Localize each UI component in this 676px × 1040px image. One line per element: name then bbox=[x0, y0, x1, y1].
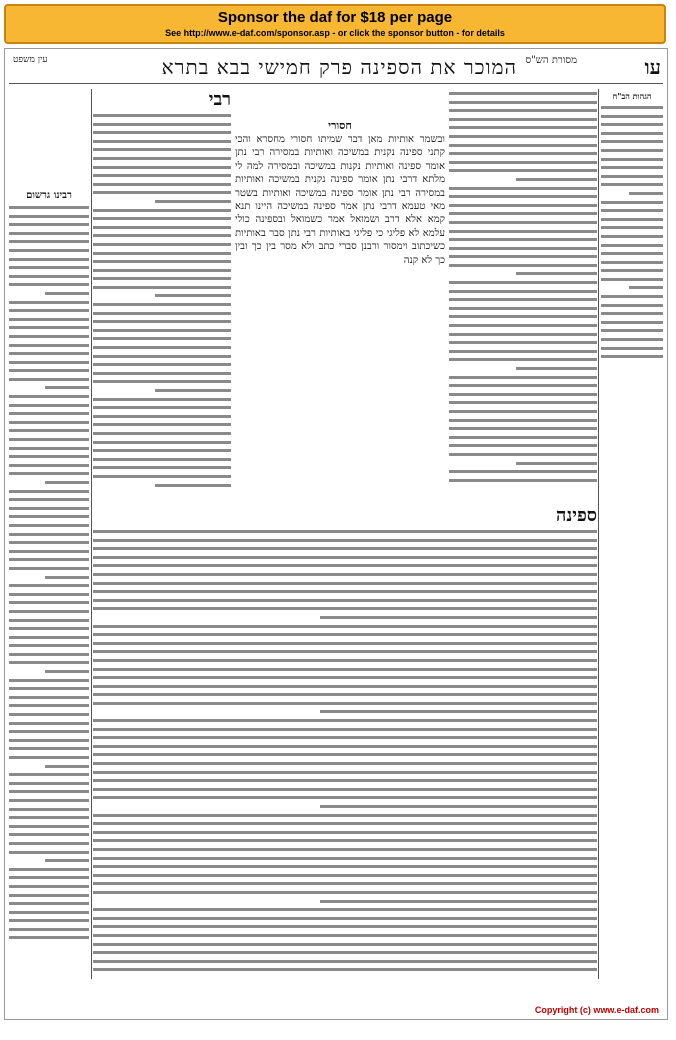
text-line bbox=[93, 785, 597, 794]
text-line bbox=[9, 598, 89, 607]
text-line bbox=[449, 235, 597, 244]
text-line bbox=[9, 383, 89, 392]
text-line bbox=[449, 295, 597, 304]
text-line bbox=[93, 536, 597, 545]
text-line bbox=[601, 163, 663, 172]
text-line bbox=[9, 435, 89, 444]
text-line bbox=[9, 865, 89, 874]
text-line bbox=[93, 768, 597, 777]
text-line bbox=[449, 304, 597, 313]
text-line bbox=[449, 381, 597, 390]
text-line bbox=[9, 298, 89, 307]
text-line bbox=[449, 141, 597, 150]
text-line bbox=[93, 481, 231, 490]
text-line bbox=[93, 725, 597, 734]
text-line bbox=[601, 137, 663, 146]
text-line bbox=[93, 231, 231, 240]
header-rule bbox=[9, 83, 663, 84]
text-line bbox=[9, 710, 89, 719]
text-line bbox=[93, 802, 597, 811]
text-line bbox=[93, 604, 597, 613]
text-line bbox=[9, 315, 89, 324]
text-line bbox=[93, 154, 231, 163]
sponsor-banner[interactable] bbox=[4, 4, 666, 44]
text-line bbox=[93, 639, 597, 648]
text-line bbox=[9, 925, 89, 934]
text-line bbox=[9, 564, 89, 573]
text-line bbox=[93, 446, 231, 455]
text-line bbox=[93, 957, 597, 966]
mesoret-column bbox=[601, 89, 663, 369]
text-line bbox=[601, 155, 663, 164]
text-line bbox=[93, 707, 597, 716]
text-line bbox=[449, 347, 597, 356]
text-line bbox=[93, 412, 231, 421]
text-line bbox=[601, 146, 663, 155]
text-line bbox=[93, 369, 231, 378]
text-line bbox=[9, 332, 89, 341]
text-line bbox=[9, 538, 89, 547]
text-line bbox=[9, 607, 89, 616]
text-line bbox=[93, 291, 231, 300]
text-line bbox=[9, 478, 89, 487]
text-line bbox=[9, 452, 89, 461]
text-line bbox=[93, 309, 231, 318]
column-rule-left bbox=[91, 89, 92, 979]
text-line bbox=[9, 796, 89, 805]
text-line bbox=[93, 343, 231, 352]
text-line bbox=[449, 184, 597, 193]
text-line bbox=[449, 132, 597, 141]
hagahot-heading: הגהות הב"ח bbox=[612, 91, 652, 101]
text-line bbox=[449, 166, 597, 175]
lower-commentary bbox=[93, 505, 597, 975]
text-line bbox=[9, 375, 89, 384]
text-line bbox=[9, 306, 89, 315]
text-line bbox=[601, 189, 663, 198]
text-line bbox=[449, 123, 597, 132]
text-line bbox=[9, 753, 89, 762]
text-line bbox=[449, 476, 597, 485]
sponsor-title[interactable]: Sponsor the daf for $18 per page bbox=[217, 9, 453, 26]
text-line bbox=[93, 630, 597, 639]
text-line bbox=[93, 819, 597, 828]
text-line bbox=[93, 862, 597, 871]
text-line bbox=[93, 360, 231, 369]
text-lines bbox=[9, 203, 89, 942]
text-line bbox=[449, 261, 597, 270]
text-line bbox=[9, 504, 89, 513]
text-line bbox=[601, 180, 663, 189]
text-line bbox=[9, 581, 89, 590]
text-line bbox=[9, 908, 89, 917]
text-line bbox=[601, 241, 663, 250]
text-line bbox=[601, 301, 663, 310]
text-line bbox=[93, 793, 597, 802]
text-line bbox=[93, 596, 597, 605]
text-line bbox=[601, 275, 663, 284]
text-line bbox=[93, 776, 597, 785]
text-line bbox=[9, 512, 89, 521]
text-line bbox=[93, 197, 231, 206]
text-line bbox=[449, 338, 597, 347]
text-line bbox=[93, 836, 597, 845]
text-line bbox=[93, 163, 231, 172]
text-line bbox=[449, 227, 597, 236]
text-line bbox=[601, 335, 663, 344]
text-line bbox=[449, 312, 597, 321]
text-line bbox=[601, 309, 663, 318]
text-line bbox=[93, 206, 231, 215]
text-line bbox=[93, 716, 597, 725]
text-line bbox=[601, 258, 663, 267]
text-line bbox=[9, 341, 89, 350]
page-title: המוכר את הספינה פרק חמישי בבא בתרא bbox=[161, 55, 517, 79]
text-line bbox=[93, 828, 597, 837]
text-line bbox=[93, 811, 597, 820]
text-line bbox=[9, 770, 89, 779]
rebbi-word: רבי bbox=[208, 89, 231, 110]
text-line bbox=[449, 244, 597, 253]
text-line bbox=[93, 922, 597, 931]
text-line bbox=[449, 467, 597, 476]
text-line bbox=[93, 587, 597, 596]
text-line bbox=[9, 822, 89, 831]
text-line bbox=[93, 656, 597, 665]
text-line bbox=[449, 115, 597, 124]
text-line bbox=[9, 409, 89, 418]
text-line bbox=[9, 272, 89, 281]
text-line bbox=[9, 650, 89, 659]
text-line bbox=[601, 215, 663, 224]
text-line bbox=[601, 172, 663, 181]
text-line bbox=[9, 212, 89, 221]
text-line bbox=[93, 171, 231, 180]
sponsor-subtitle[interactable]: See http://www.e-daf.com/sponsor.asp - or click the sponsor button - for details bbox=[165, 28, 505, 38]
text-line bbox=[449, 192, 597, 201]
text-line bbox=[601, 318, 663, 327]
text-lines bbox=[93, 527, 597, 974]
text-line bbox=[93, 326, 231, 335]
gemara-body: ובשמר אותיות מאן דבר שמיתו חסורי מחסרא והכי קתני ספינה נקנית במשיכה ואותיות במסירה רבי נתן אומר ספינה ואותיות נקנות במשיכה ובמסירה למה לי מלתא דרבי נתן אומר ספינה נקנית במשיכה ואותיות במסירה רבי נתן אומר ספינה במשיכה ואותיות בשטר מאי טעמא דרבי נתן אמר ספינה במשיכה היינו תנא קמא אלא דרב ושמואל אמר כשמואל ובספינה כולי עלמא לא פליגי כי פליגי באותיות רבי נתן סבר באותיות כשיכתוב וימסור ורבנן סברי כתב ולא מסר בין כך ובין כך לא קנה bbox=[235, 134, 445, 266]
text-line bbox=[93, 111, 231, 120]
text-line bbox=[93, 352, 231, 361]
text-line bbox=[601, 266, 663, 275]
text-line bbox=[449, 416, 597, 425]
text-line bbox=[449, 175, 597, 184]
text-line bbox=[93, 613, 597, 622]
text-line bbox=[601, 249, 663, 258]
text-line bbox=[601, 326, 663, 335]
text-line bbox=[9, 521, 89, 530]
text-line bbox=[601, 283, 663, 292]
text-line bbox=[9, 633, 89, 642]
text-line bbox=[9, 693, 89, 702]
text-line bbox=[9, 203, 89, 212]
text-line bbox=[9, 237, 89, 246]
text-line bbox=[9, 590, 89, 599]
sefina-word: ספינה bbox=[556, 505, 597, 526]
text-lines bbox=[601, 103, 663, 361]
text-line bbox=[93, 240, 231, 249]
text-line bbox=[9, 263, 89, 272]
text-line bbox=[93, 544, 597, 553]
text-line bbox=[93, 570, 597, 579]
text-line bbox=[93, 463, 231, 472]
text-line bbox=[9, 779, 89, 788]
text-line bbox=[9, 366, 89, 375]
text-line bbox=[601, 112, 663, 121]
text-line bbox=[449, 269, 597, 278]
text-line bbox=[93, 266, 231, 275]
text-line bbox=[449, 459, 597, 468]
rabbeinu-gershom-column bbox=[9, 89, 89, 959]
tosafot-column bbox=[93, 89, 231, 499]
text-line bbox=[449, 158, 597, 167]
text-line bbox=[93, 914, 597, 923]
text-line bbox=[9, 624, 89, 633]
text-line bbox=[9, 762, 89, 771]
text-line bbox=[93, 420, 231, 429]
copyright-footer[interactable]: Copyright (c) www.e-daf.com bbox=[534, 1005, 659, 1015]
text-line bbox=[9, 641, 89, 650]
text-line bbox=[449, 218, 597, 227]
text-line bbox=[93, 438, 231, 447]
text-line bbox=[9, 461, 89, 470]
text-line bbox=[601, 206, 663, 215]
text-line bbox=[449, 321, 597, 330]
rabbeinu-gershom-heading: רבינו גרשום bbox=[26, 190, 72, 201]
text-line bbox=[9, 873, 89, 882]
text-line bbox=[449, 149, 597, 158]
text-line bbox=[93, 395, 231, 404]
text-line bbox=[93, 647, 597, 656]
text-line bbox=[449, 106, 597, 115]
text-line bbox=[449, 330, 597, 339]
column-rule-right bbox=[598, 89, 599, 979]
text-line bbox=[9, 701, 89, 710]
text-line bbox=[93, 527, 597, 536]
text-line bbox=[93, 682, 597, 691]
text-line bbox=[93, 386, 231, 395]
text-line bbox=[9, 916, 89, 925]
text-line bbox=[9, 358, 89, 367]
text-line bbox=[93, 733, 597, 742]
text-line bbox=[93, 429, 231, 438]
text-line bbox=[9, 323, 89, 332]
text-line bbox=[9, 856, 89, 865]
text-line bbox=[9, 280, 89, 289]
text-line bbox=[449, 398, 597, 407]
text-line bbox=[9, 495, 89, 504]
text-line bbox=[449, 278, 597, 287]
text-line bbox=[9, 530, 89, 539]
text-line bbox=[601, 223, 663, 232]
text-line bbox=[93, 665, 597, 674]
text-line bbox=[93, 214, 231, 223]
text-line bbox=[9, 830, 89, 839]
text-line bbox=[601, 103, 663, 112]
folio-number: עו bbox=[644, 55, 661, 79]
text-line bbox=[93, 283, 231, 292]
text-line bbox=[93, 579, 597, 588]
text-line bbox=[93, 622, 597, 631]
gemara-text bbox=[235, 119, 445, 449]
text-line bbox=[449, 450, 597, 459]
text-line bbox=[449, 424, 597, 433]
text-line bbox=[9, 487, 89, 496]
talmud-page bbox=[4, 48, 668, 1020]
text-line bbox=[93, 940, 597, 949]
text-line bbox=[9, 547, 89, 556]
text-line bbox=[93, 931, 597, 940]
text-line bbox=[601, 129, 663, 138]
text-line bbox=[93, 137, 231, 146]
text-line bbox=[9, 839, 89, 848]
text-line bbox=[9, 418, 89, 427]
text-line bbox=[93, 377, 231, 386]
text-line bbox=[601, 344, 663, 353]
text-line bbox=[9, 667, 89, 676]
text-line bbox=[9, 813, 89, 822]
text-line bbox=[9, 891, 89, 900]
text-line bbox=[93, 334, 231, 343]
text-line bbox=[93, 249, 231, 258]
text-line bbox=[449, 89, 597, 98]
text-line bbox=[9, 658, 89, 667]
text-line bbox=[93, 472, 231, 481]
text-line bbox=[449, 364, 597, 373]
text-line bbox=[449, 390, 597, 399]
text-line bbox=[9, 392, 89, 401]
text-line bbox=[93, 871, 597, 880]
text-line bbox=[601, 292, 663, 301]
text-line bbox=[9, 401, 89, 410]
text-line bbox=[9, 882, 89, 891]
text-line bbox=[601, 232, 663, 241]
text-line bbox=[93, 742, 597, 751]
text-line bbox=[9, 727, 89, 736]
text-lines bbox=[449, 89, 597, 484]
text-lines bbox=[93, 111, 231, 489]
text-line bbox=[93, 180, 231, 189]
text-line bbox=[9, 676, 89, 685]
text-line bbox=[601, 198, 663, 207]
text-line bbox=[449, 441, 597, 450]
text-line bbox=[93, 403, 231, 412]
text-line bbox=[9, 573, 89, 582]
text-line bbox=[449, 98, 597, 107]
text-line bbox=[449, 209, 597, 218]
text-line bbox=[9, 469, 89, 478]
text-line bbox=[9, 805, 89, 814]
text-line bbox=[9, 255, 89, 264]
text-line bbox=[93, 879, 597, 888]
text-line bbox=[449, 433, 597, 442]
text-line bbox=[449, 287, 597, 296]
mesoret-label: מסורת הש"ס bbox=[525, 55, 577, 66]
text-line bbox=[93, 965, 597, 974]
text-line bbox=[93, 948, 597, 957]
text-line bbox=[93, 673, 597, 682]
text-line bbox=[9, 787, 89, 796]
text-line bbox=[449, 252, 597, 261]
text-line bbox=[93, 455, 231, 464]
text-line bbox=[93, 120, 231, 129]
text-line bbox=[93, 888, 597, 897]
text-line bbox=[9, 246, 89, 255]
text-line bbox=[93, 690, 597, 699]
text-line bbox=[93, 553, 597, 562]
page-header bbox=[5, 53, 667, 85]
text-line bbox=[449, 355, 597, 364]
text-line bbox=[93, 759, 597, 768]
text-line bbox=[93, 223, 231, 232]
text-line bbox=[93, 257, 231, 266]
text-line bbox=[9, 684, 89, 693]
text-line bbox=[9, 848, 89, 857]
text-line bbox=[9, 555, 89, 564]
text-line bbox=[9, 736, 89, 745]
text-line bbox=[9, 933, 89, 942]
text-line bbox=[9, 349, 89, 358]
text-line bbox=[9, 719, 89, 728]
text-line bbox=[9, 616, 89, 625]
text-line bbox=[601, 352, 663, 361]
text-line bbox=[9, 220, 89, 229]
text-line bbox=[9, 444, 89, 453]
text-line bbox=[93, 699, 597, 708]
text-line bbox=[9, 289, 89, 298]
text-line bbox=[449, 407, 597, 416]
text-line bbox=[9, 426, 89, 435]
text-line bbox=[449, 373, 597, 382]
text-line bbox=[449, 201, 597, 210]
text-line bbox=[93, 750, 597, 759]
text-line bbox=[93, 854, 597, 863]
text-line bbox=[93, 188, 231, 197]
text-line bbox=[93, 317, 231, 326]
text-line bbox=[9, 899, 89, 908]
text-line bbox=[93, 845, 597, 854]
gemara-heading: חסורי bbox=[328, 119, 352, 132]
text-line bbox=[9, 229, 89, 238]
rashi-column bbox=[449, 89, 597, 499]
text-line bbox=[93, 897, 597, 906]
text-line bbox=[93, 300, 231, 309]
text-line bbox=[93, 128, 231, 137]
text-line bbox=[9, 744, 89, 753]
text-line bbox=[601, 120, 663, 129]
text-line bbox=[93, 905, 597, 914]
text-line bbox=[93, 274, 231, 283]
text-line bbox=[93, 145, 231, 154]
ein-mishpat-label: עין משפט bbox=[13, 55, 48, 65]
text-line bbox=[93, 561, 597, 570]
